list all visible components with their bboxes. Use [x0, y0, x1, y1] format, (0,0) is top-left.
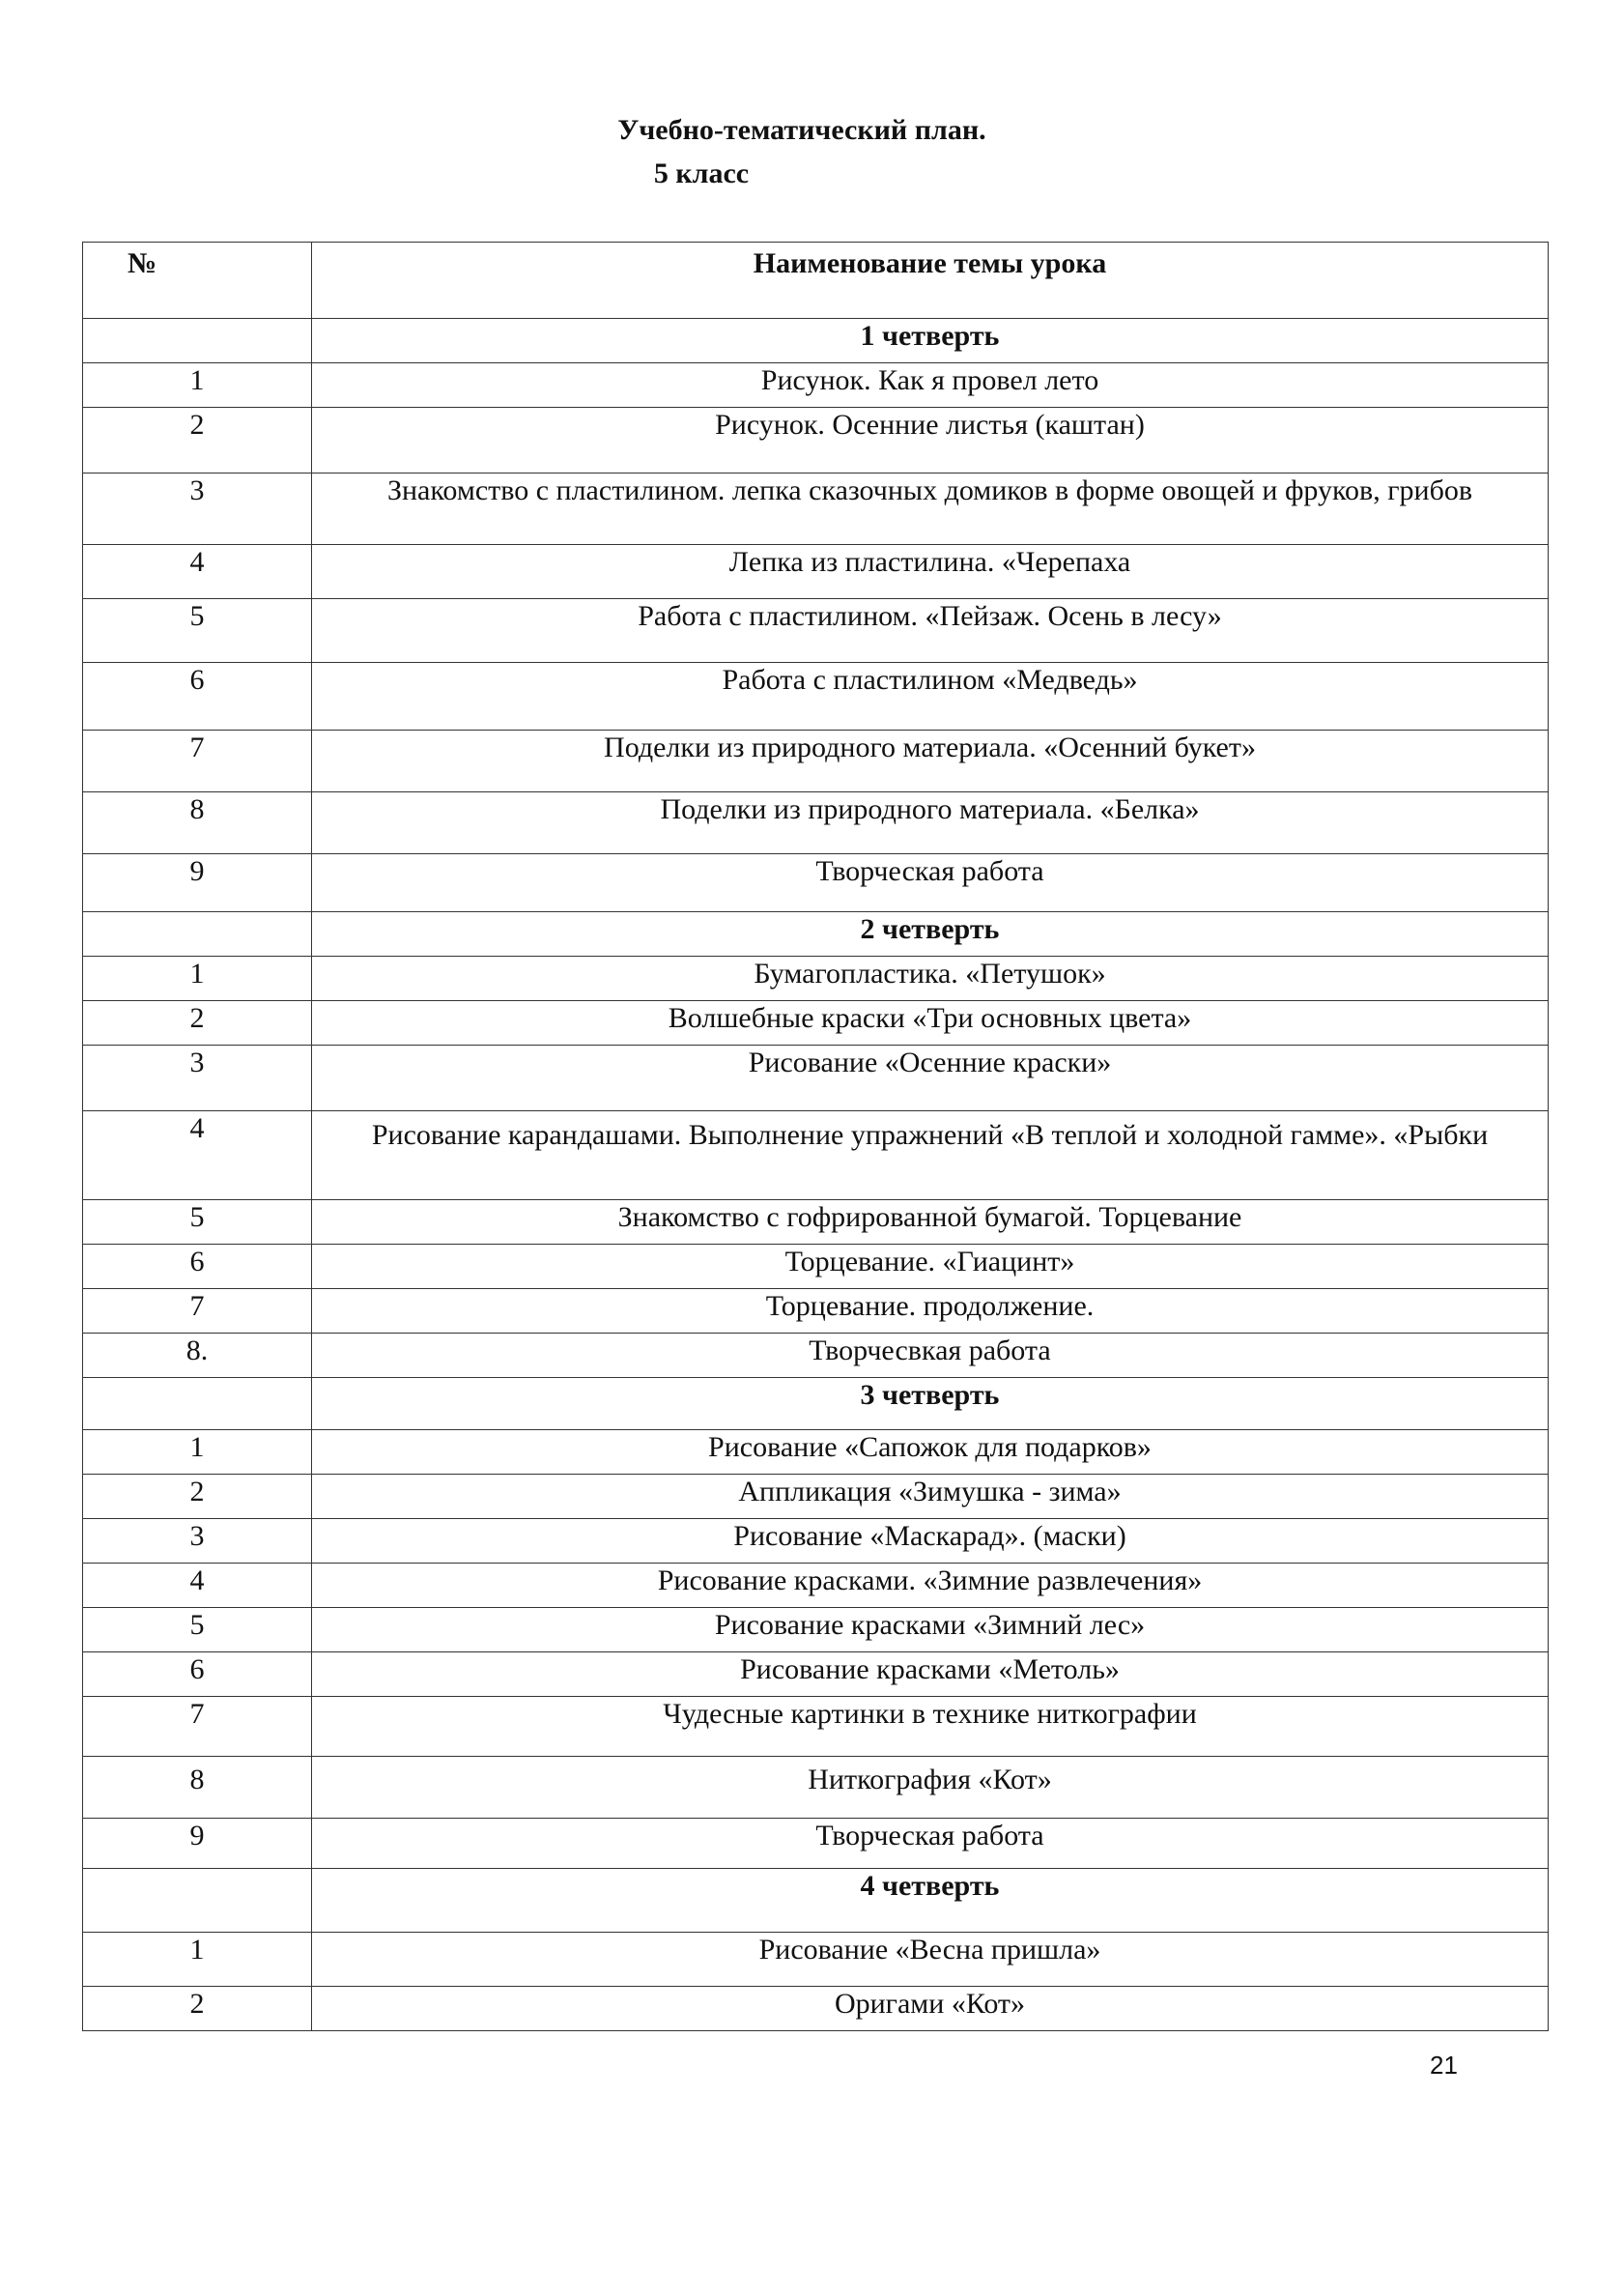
row-num: 4 — [83, 1111, 312, 1200]
row-topic: Торцевание. «Гиацинт» — [312, 1245, 1549, 1289]
row-num: 7 — [83, 1289, 312, 1334]
row-topic: Рисование «Осенние краски» — [312, 1046, 1549, 1111]
row-num: 2 — [83, 408, 312, 474]
table-row — [83, 731, 1549, 792]
table-row — [83, 1334, 1549, 1378]
table-row — [83, 545, 1549, 599]
row-num: 9 — [83, 854, 312, 912]
row-topic: Работа с пластилином «Медведь» — [312, 663, 1549, 731]
row-topic: Чудесные картинки в технике ниткографии — [312, 1697, 1549, 1757]
table-row — [83, 1245, 1549, 1289]
row-num: 6 — [83, 663, 312, 731]
table-row — [83, 1519, 1549, 1564]
row-topic: Творчесвкая работа — [312, 1334, 1549, 1378]
row-topic: Рисование «Весна пришла» — [312, 1933, 1549, 1987]
table-row — [83, 1757, 1549, 1819]
quarter-num-cell — [83, 1378, 312, 1430]
row-topic: Ниткография «Кот» — [312, 1757, 1549, 1819]
table-header-row — [83, 243, 1549, 319]
row-topic: Рисование красками «Зимний лес» — [312, 1608, 1549, 1652]
row-topic: Аппликация «Зимушка - зима» — [312, 1475, 1549, 1519]
table-row — [83, 1933, 1549, 1987]
header-topic-cell: Наименование темы урока — [312, 243, 1549, 319]
row-num: 4 — [83, 545, 312, 599]
row-num: 8 — [83, 792, 312, 854]
row-topic: Волшебные краски «Три основных цвета» — [312, 1001, 1549, 1046]
table-row — [83, 1475, 1549, 1519]
row-num: 6 — [83, 1652, 312, 1697]
table-row — [83, 854, 1549, 912]
row-num: 2 — [83, 1001, 312, 1046]
row-num: 1 — [83, 1933, 312, 1987]
table-row — [83, 1608, 1549, 1652]
row-topic: Рисование красками «Метоль» — [312, 1652, 1549, 1697]
table-row — [83, 1001, 1549, 1046]
table-row — [83, 599, 1549, 663]
table-row — [83, 663, 1549, 731]
quarter-label: 4 четверть — [312, 1869, 1549, 1933]
row-topic: Лепка из пластилина. «Черепаха — [312, 545, 1549, 599]
table-row — [83, 957, 1549, 1001]
quarter-label: 1 четверть — [312, 319, 1549, 363]
quarter-row — [83, 319, 1549, 363]
table-row — [83, 792, 1549, 854]
row-num: 5 — [83, 1608, 312, 1652]
row-topic: Работа с пластилином. «Пейзаж. Осень в лесу» — [312, 599, 1549, 663]
row-num: 5 — [83, 599, 312, 663]
table-row — [83, 1987, 1549, 2031]
row-num: 8. — [83, 1334, 312, 1378]
table-row — [83, 1564, 1549, 1608]
document-subtitle: 5 класс — [653, 158, 750, 189]
row-num: 1 — [83, 363, 312, 408]
row-num: 6 — [83, 1245, 312, 1289]
row-num: 2 — [83, 1475, 312, 1519]
row-topic: Поделки из природного материала. «Осенний букет» — [312, 731, 1549, 792]
table-row — [83, 474, 1549, 545]
row-topic: Рисунок. Как я провел лето — [312, 363, 1549, 408]
row-topic: Рисование «Маскарад». (маски) — [312, 1519, 1549, 1564]
row-topic: Оригами «Кот» — [312, 1987, 1549, 2031]
header-num-cell: № — [83, 243, 312, 319]
quarter-label: 2 четверть — [312, 912, 1549, 957]
row-topic: Бумагопластика. «Петушок» — [312, 957, 1549, 1001]
row-num: 1 — [83, 957, 312, 1001]
row-num: 3 — [83, 1046, 312, 1111]
table-row — [83, 1046, 1549, 1111]
quarter-num-cell — [83, 1869, 312, 1933]
row-num: 2 — [83, 1987, 312, 2031]
row-num: 9 — [83, 1819, 312, 1869]
row-topic: Рисование «Сапожок для подарков» — [312, 1430, 1549, 1475]
quarter-label: 3 четверть — [312, 1378, 1549, 1430]
table-row — [83, 1652, 1549, 1697]
row-topic: Знакомство с пластилином. лепка сказочных домиков в форме овощей и фруков, грибов — [312, 474, 1549, 545]
table-row — [83, 1200, 1549, 1245]
row-topic: Рисование карандашами. Выполнение упражнений «В теплой и холодной гамме». «Рыбки — [312, 1111, 1549, 1200]
row-topic: Поделки из природного материала. «Белка» — [312, 792, 1549, 854]
quarter-row — [83, 1869, 1549, 1933]
row-topic: Знакомство с гофрированной бумагой. Торцевание — [312, 1200, 1549, 1245]
table-row — [83, 1111, 1549, 1200]
quarter-num-cell — [83, 319, 312, 363]
row-num: 7 — [83, 1697, 312, 1757]
quarter-row — [83, 1378, 1549, 1430]
row-num: 1 — [83, 1430, 312, 1475]
row-topic: Рисунок. Осенние листья (каштан) — [312, 408, 1549, 474]
row-num: 8 — [83, 1757, 312, 1819]
quarter-row — [83, 912, 1549, 957]
quarter-num-cell — [83, 912, 312, 957]
row-topic: Торцевание. продолжение. — [312, 1289, 1549, 1334]
table-row — [83, 1430, 1549, 1475]
table-row — [83, 1697, 1549, 1757]
lesson-plan-table — [82, 242, 1549, 2031]
row-num: 4 — [83, 1564, 312, 1608]
row-topic: Рисование красками. «Зимние развлечения» — [312, 1564, 1549, 1608]
row-topic: Творческая работа — [312, 1819, 1549, 1869]
table-row — [83, 1819, 1549, 1869]
table-row — [83, 363, 1549, 408]
row-num: 7 — [83, 731, 312, 792]
row-topic: Творческая работа — [312, 854, 1549, 912]
page-number: 21 — [1430, 2051, 1458, 2080]
table-row — [83, 408, 1549, 474]
row-num: 3 — [83, 474, 312, 545]
table-row — [83, 1289, 1549, 1334]
row-num: 5 — [83, 1200, 312, 1245]
document-title: Учебно-тематический план. — [617, 114, 986, 146]
row-num: 3 — [83, 1519, 312, 1564]
